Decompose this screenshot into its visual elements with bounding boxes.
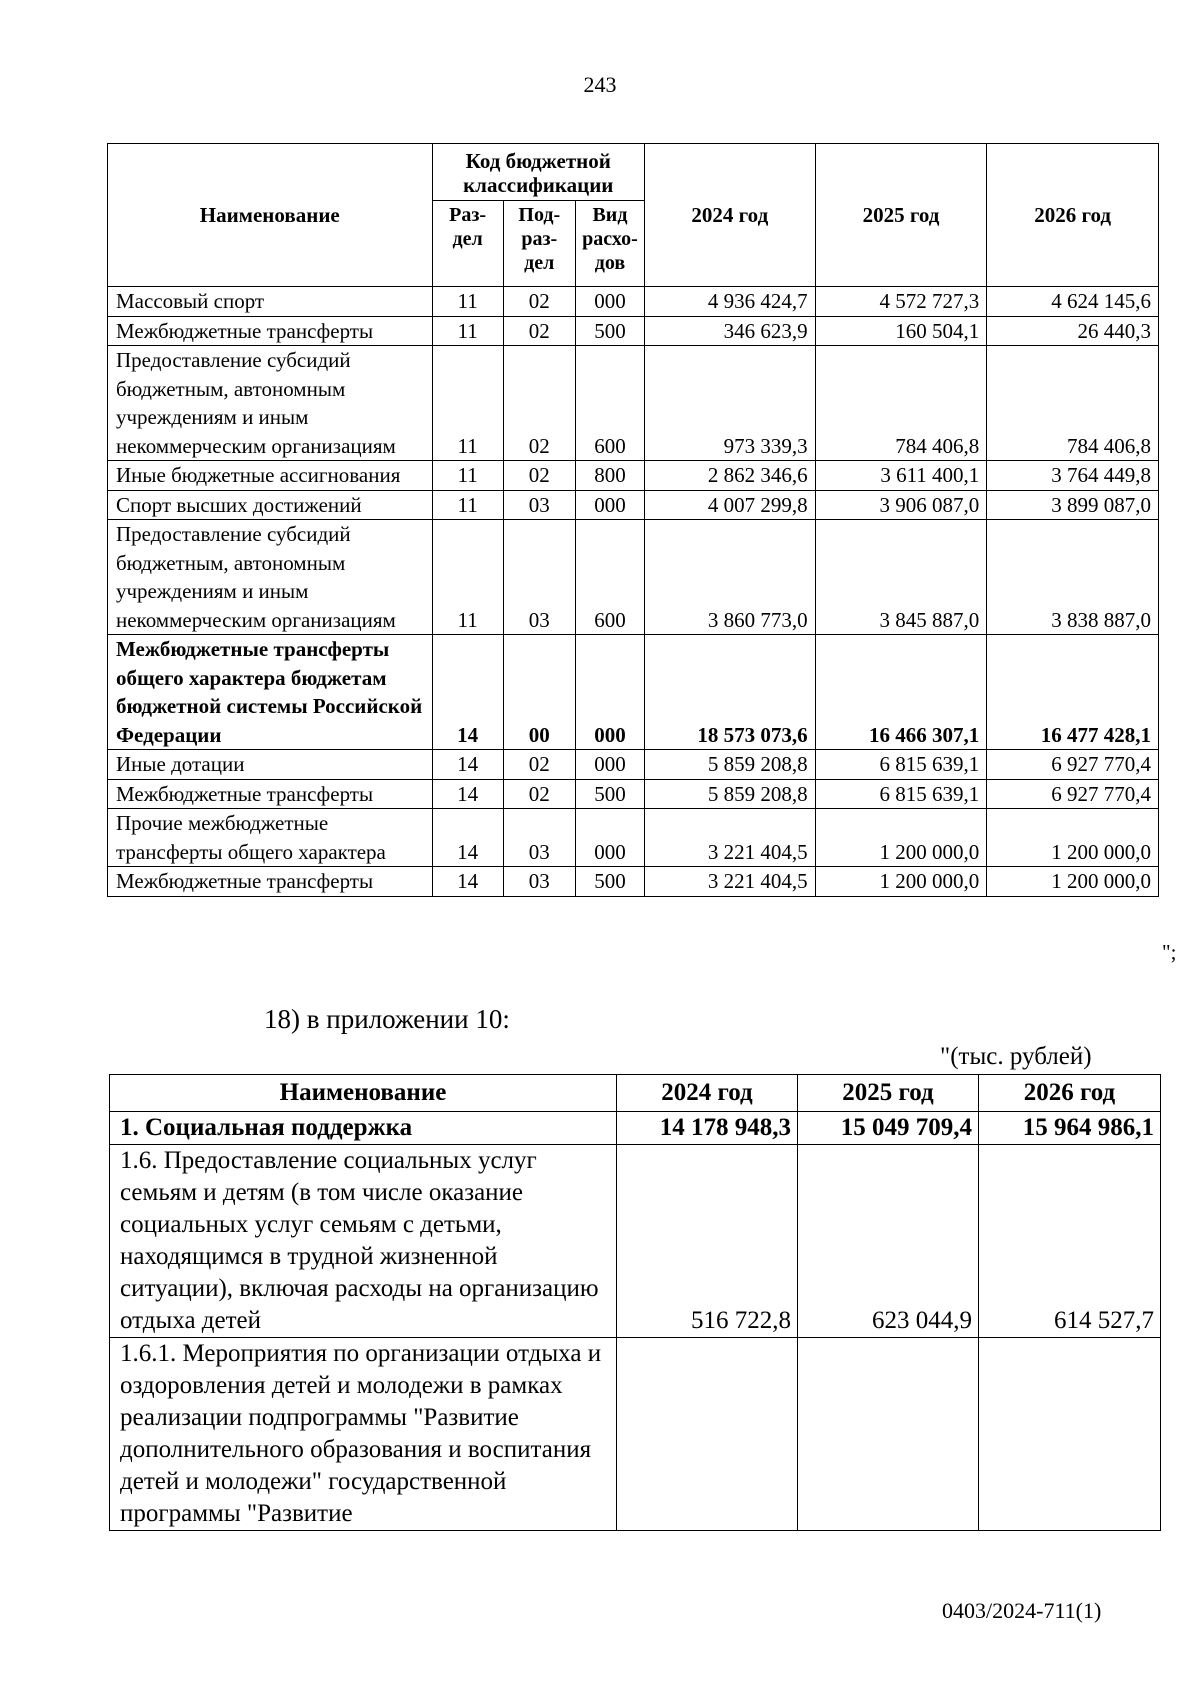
row-2026: 26 440,3 — [987, 316, 1159, 346]
header-name: Наименование — [108, 144, 433, 287]
budget-classification-table — [107, 143, 1159, 897]
row-2024: 3 860 773,0 — [645, 520, 816, 635]
row-name: Предоставление субсидий бюджетным, автономным учреждениям и иным некоммерческим организациям — [108, 520, 433, 635]
header-2026: 2026 год — [987, 144, 1159, 287]
row-type: 600 — [575, 346, 644, 461]
row-subsection: 03 — [503, 809, 575, 867]
row-name: Спорт высших достижений — [108, 490, 433, 520]
row-name: 1.6. Предоставление социальных услуг семьям и детям (в том числе оказание социальных услуг семьям с детьми, находящимся в трудной жизненной ситуации), включая расходы на организацию отдыха детей — [110, 1145, 617, 1338]
row-subsection: 03 — [503, 490, 575, 520]
table-row — [108, 316, 1159, 346]
row-2025: 4 572 727,3 — [815, 287, 987, 317]
row-name: Межбюджетные трансферты общего характера бюджетам бюджетной системы Российской Федерации — [108, 635, 433, 750]
row-subsection: 03 — [503, 867, 575, 897]
header-name: Наименование — [110, 1075, 617, 1112]
row-2026: 614 527,7 — [979, 1145, 1161, 1338]
row-2025: 623 044,9 — [798, 1145, 979, 1338]
row-section: 14 — [432, 779, 503, 809]
row-2026 — [979, 1338, 1161, 1531]
row-2026: 4 624 145,6 — [987, 287, 1159, 317]
units-label: "(тыс. рублей) — [940, 1043, 1092, 1070]
row-section: 14 — [432, 635, 503, 750]
header-subsection: Под- раз- дел — [503, 201, 575, 287]
row-section: 11 — [432, 316, 503, 346]
row-2024: 3 221 404,5 — [645, 809, 816, 867]
header-2024: 2024 год — [617, 1075, 798, 1112]
header-2025: 2025 год — [798, 1075, 979, 1112]
table-row — [108, 287, 1159, 317]
row-section: 11 — [432, 287, 503, 317]
row-2026: 784 406,8 — [987, 346, 1159, 461]
table-row — [108, 809, 1159, 867]
row-subsection: 02 — [503, 750, 575, 780]
table-row — [108, 779, 1159, 809]
row-2026: 15 964 986,1 — [979, 1112, 1161, 1145]
row-type: 500 — [575, 867, 644, 897]
table-row — [108, 750, 1159, 780]
section-title: 18) в приложении 10: — [264, 1004, 510, 1034]
row-2025: 3 906 087,0 — [815, 490, 987, 520]
row-2026: 1 200 000,0 — [987, 867, 1159, 897]
table-row — [110, 1145, 1161, 1338]
table-row — [110, 1112, 1161, 1145]
row-name: Предоставление субсидий бюджетным, автономным учреждениям и иным некоммерческим организациям — [108, 346, 433, 461]
table-row — [108, 635, 1159, 750]
closing-quote: "; — [1162, 940, 1177, 964]
row-2024: 5 859 208,8 — [645, 750, 816, 780]
row-2025: 1 200 000,0 — [815, 809, 987, 867]
row-2024: 4 936 424,7 — [645, 287, 816, 317]
row-section: 14 — [432, 750, 503, 780]
header-2025: 2025 год — [815, 144, 987, 287]
row-2026: 3 899 087,0 — [987, 490, 1159, 520]
row-2024: 3 221 404,5 — [645, 867, 816, 897]
row-subsection: 00 — [503, 635, 575, 750]
row-name: 1. Социальная поддержка — [110, 1112, 617, 1145]
row-name: Межбюджетные трансферты — [108, 316, 433, 346]
row-2026: 6 927 770,4 — [987, 779, 1159, 809]
row-2024: 18 573 073,6 — [645, 635, 816, 750]
row-2025: 6 815 639,1 — [815, 750, 987, 780]
row-type: 000 — [575, 287, 644, 317]
row-name: Прочие межбюджетные трансферты общего характера — [108, 809, 433, 867]
header-2024: 2024 год — [645, 144, 816, 287]
row-2026: 16 477 428,1 — [987, 635, 1159, 750]
table-row — [108, 490, 1159, 520]
row-section: 14 — [432, 867, 503, 897]
row-type: 500 — [575, 316, 644, 346]
document-code: 0403/2024-711(1) — [942, 1598, 1102, 1623]
row-2024 — [617, 1338, 798, 1531]
row-2024: 2 862 346,6 — [645, 461, 816, 491]
page-number: 243 — [583, 72, 617, 97]
row-section: 11 — [432, 346, 503, 461]
row-type: 500 — [575, 779, 644, 809]
row-type: 600 — [575, 520, 644, 635]
row-section: 11 — [432, 520, 503, 635]
row-type: 000 — [575, 750, 644, 780]
row-section: 11 — [432, 461, 503, 491]
row-2025: 3 845 887,0 — [815, 520, 987, 635]
row-name: Иные бюджетные ассигнования — [108, 461, 433, 491]
row-2025: 16 466 307,1 — [815, 635, 987, 750]
row-name: Иные дотации — [108, 750, 433, 780]
row-2025: 160 504,1 — [815, 316, 987, 346]
table-row — [108, 461, 1159, 491]
row-name: Массовый спорт — [108, 287, 433, 317]
row-2024: 4 007 299,8 — [645, 490, 816, 520]
header-section: Раз- дел — [432, 201, 503, 287]
row-2024: 516 722,8 — [617, 1145, 798, 1338]
row-type: 800 — [575, 461, 644, 491]
row-type: 000 — [575, 635, 644, 750]
row-2025: 6 815 639,1 — [815, 779, 987, 809]
row-section: 14 — [432, 809, 503, 867]
table-row — [108, 867, 1159, 897]
row-2024: 346 623,9 — [645, 316, 816, 346]
appendix-10-table — [109, 1074, 1161, 1531]
row-section: 11 — [432, 490, 503, 520]
row-2026: 6 927 770,4 — [987, 750, 1159, 780]
table-row — [108, 520, 1159, 635]
row-subsection: 02 — [503, 287, 575, 317]
row-2025: 15 049 709,4 — [798, 1112, 979, 1145]
row-type: 000 — [575, 809, 644, 867]
row-2026: 3 838 887,0 — [987, 520, 1159, 635]
row-2024: 5 859 208,8 — [645, 779, 816, 809]
row-2025: 1 200 000,0 — [815, 867, 987, 897]
table-row — [108, 346, 1159, 461]
row-2025: 3 611 400,1 — [815, 461, 987, 491]
row-2024: 14 178 948,3 — [617, 1112, 798, 1145]
row-subsection: 02 — [503, 316, 575, 346]
row-name: 1.6.1. Мероприятия по организации отдыха и оздоровления детей и молодежи в рамках реализации подпрограммы "Развитие дополнительного образования и воспитания детей и молодежи" государственной программы "Развитие — [110, 1338, 617, 1531]
row-subsection: 02 — [503, 779, 575, 809]
header-expense-type: Вид расхо- дов — [575, 201, 644, 287]
row-2025: 784 406,8 — [815, 346, 987, 461]
row-2026: 3 764 449,8 — [987, 461, 1159, 491]
row-name: Межбюджетные трансферты — [108, 867, 433, 897]
row-subsection: 03 — [503, 520, 575, 635]
row-2025 — [798, 1338, 979, 1531]
table-row — [110, 1338, 1161, 1531]
row-subsection: 02 — [503, 346, 575, 461]
row-name: Межбюджетные трансферты — [108, 779, 433, 809]
header-2026: 2026 год — [979, 1075, 1161, 1112]
row-2024: 973 339,3 — [645, 346, 816, 461]
row-subsection: 02 — [503, 461, 575, 491]
header-code-group: Код бюджетной классификации — [432, 144, 645, 201]
row-2026: 1 200 000,0 — [987, 809, 1159, 867]
row-type: 000 — [575, 490, 644, 520]
